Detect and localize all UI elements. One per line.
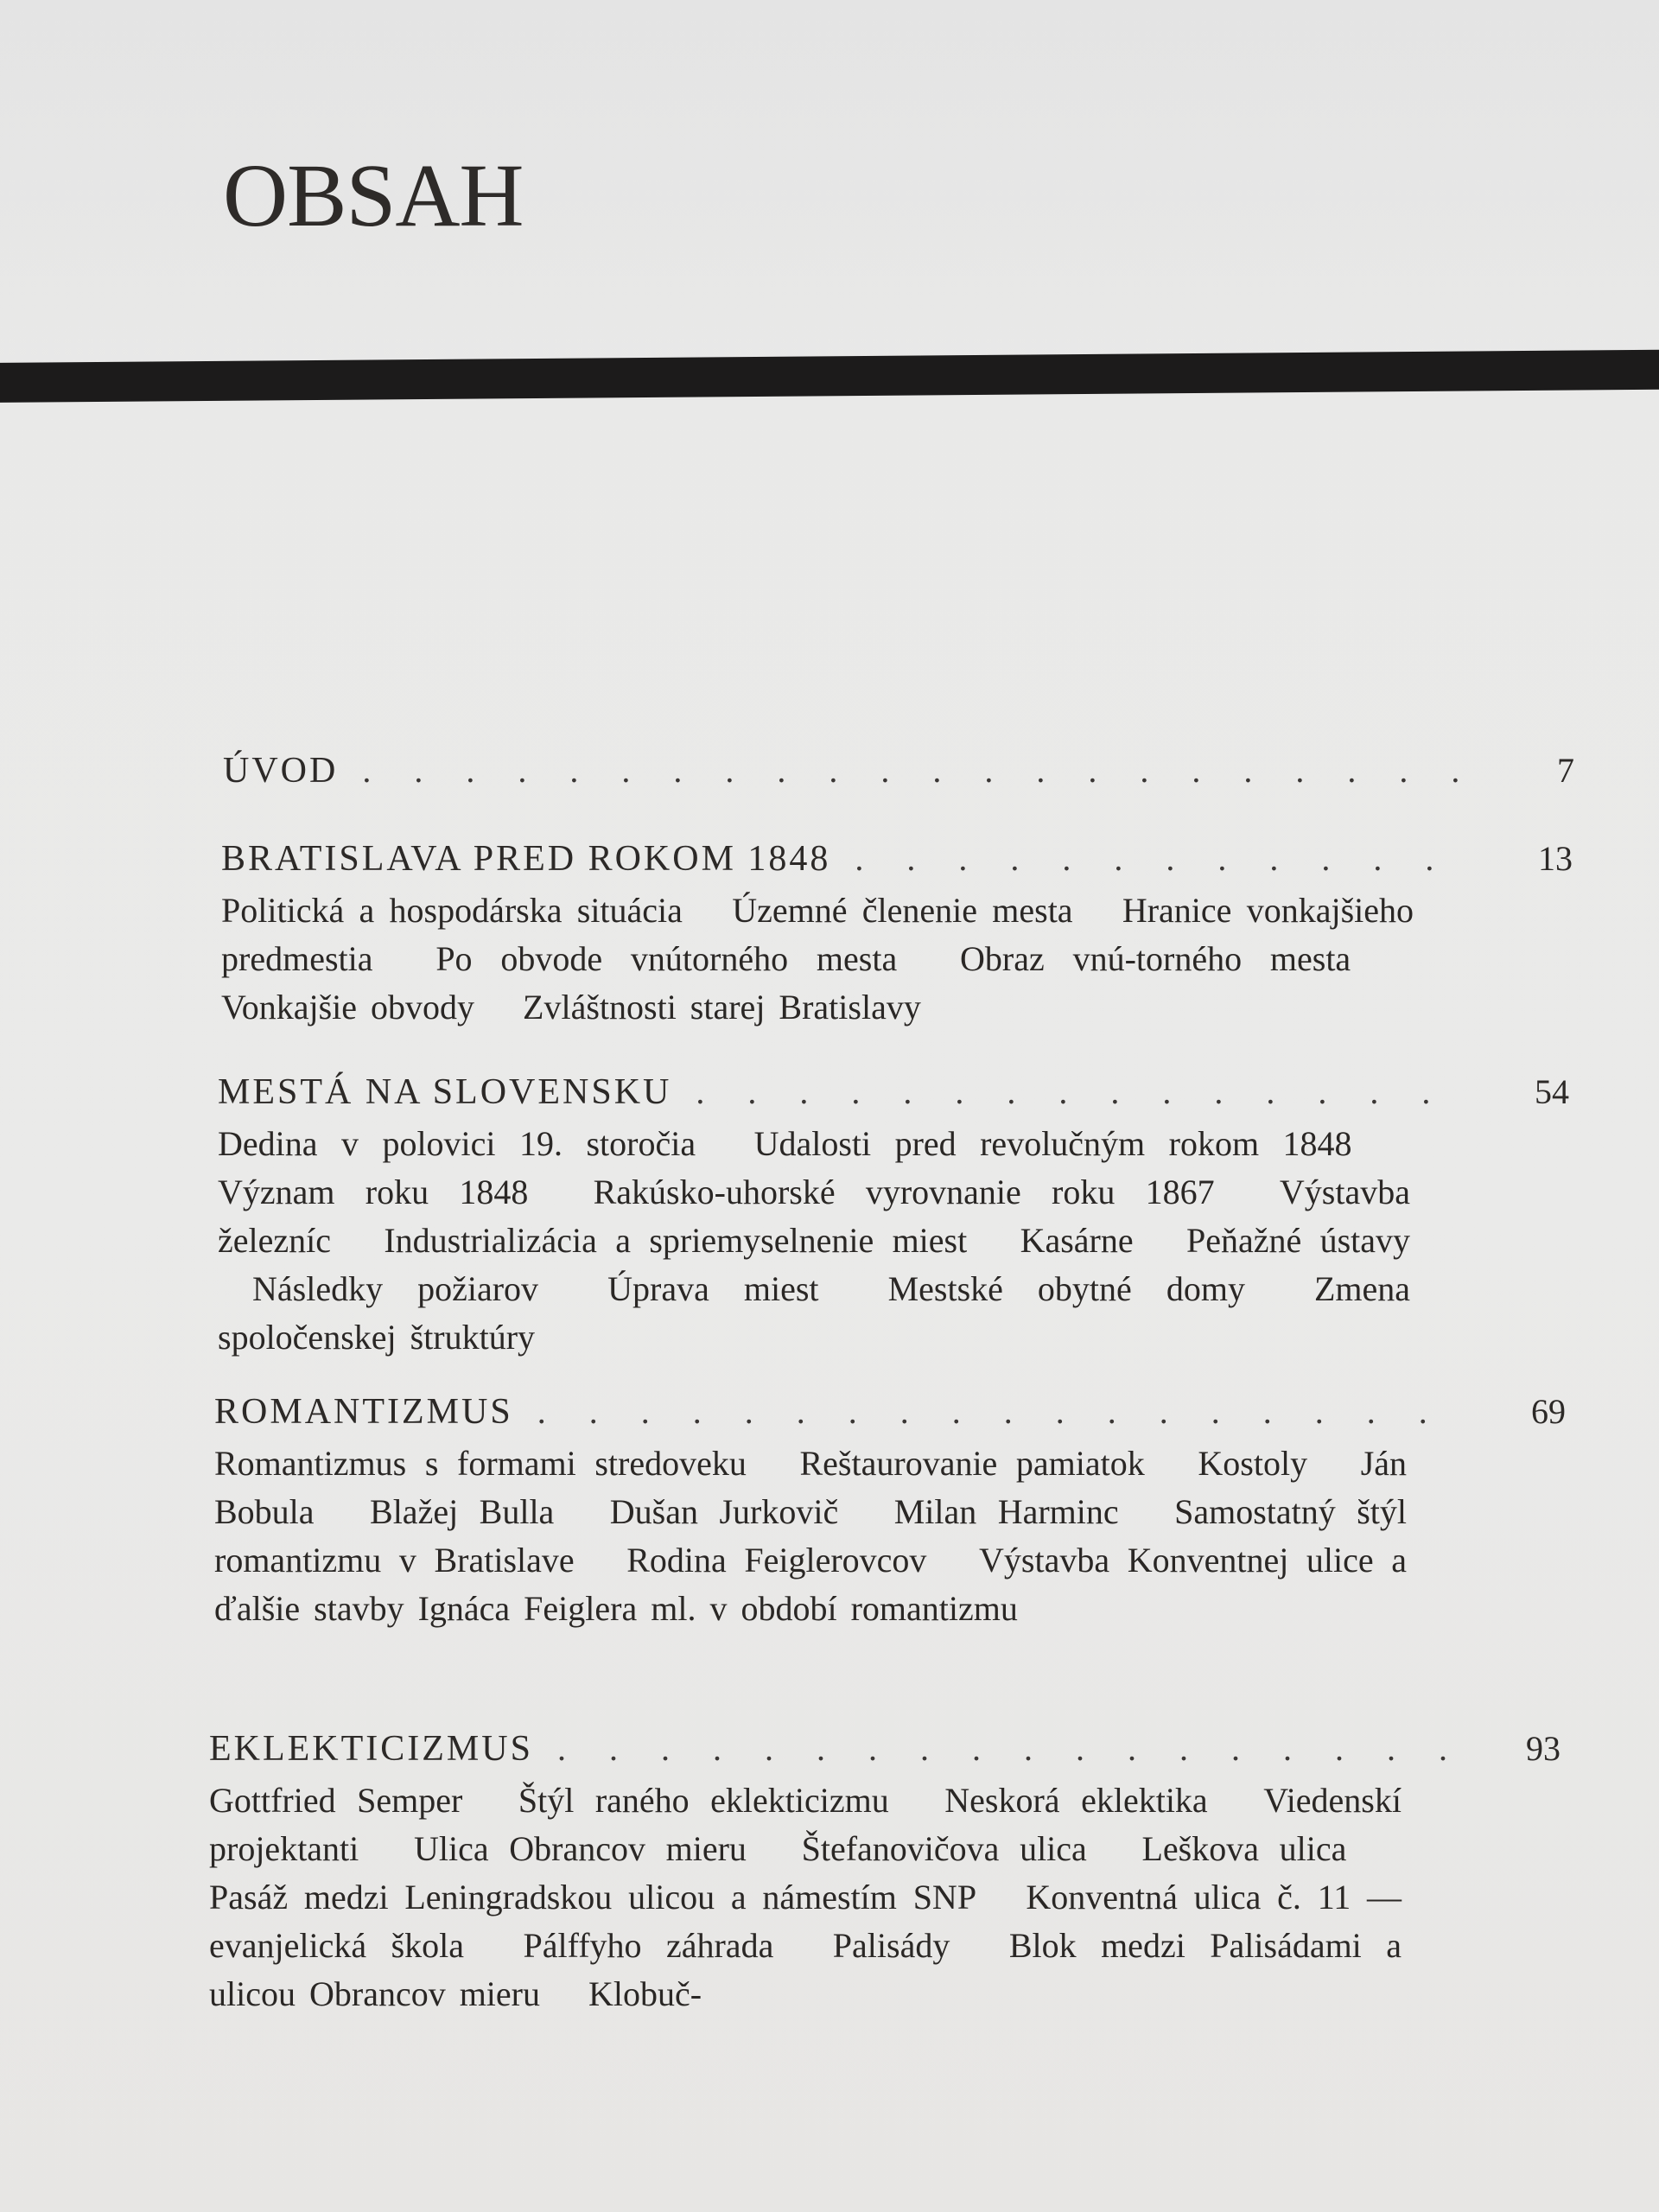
topic-item: Kostoly bbox=[1198, 1444, 1308, 1483]
toc-chapter-romantizmus bbox=[214, 1391, 1566, 1633]
topic-item: Pálffyho záhrada bbox=[523, 1926, 774, 1965]
topic-item: Industrializácia a spriemyselnenie miest bbox=[384, 1221, 968, 1260]
topic-item: Dušan Jurkovič bbox=[609, 1492, 839, 1531]
chapter-title: BRATISLAVA PRED ROKOM 1848 bbox=[221, 839, 831, 879]
toc-chapter-bratislava bbox=[221, 838, 1573, 1032]
topic-item: Blažej Bulla bbox=[370, 1492, 555, 1531]
topic-item: Romantizmus s formami stredoveku bbox=[214, 1444, 747, 1483]
chapter-page-number: 13 bbox=[1538, 839, 1573, 878]
dot-leader bbox=[671, 1071, 1457, 1112]
topic-item: Rodina Feiglerovcov bbox=[626, 1541, 927, 1580]
chapter-title: ÚVOD bbox=[223, 751, 339, 791]
chapter-page-number: 54 bbox=[1535, 1072, 1569, 1111]
topic-item: Blok medzi Palisádami a ulicou Obrancov mieru bbox=[209, 1926, 1402, 2013]
topic-item: Po obvode vnútorného mesta bbox=[435, 939, 898, 978]
topic-item: Význam roku 1848 bbox=[218, 1173, 529, 1211]
topic-item: Zmena spoločenskej štruktúry bbox=[218, 1269, 1411, 1357]
chapter-topics bbox=[221, 887, 1414, 1032]
chapter-page-number: 69 bbox=[1531, 1392, 1566, 1431]
topic-item: Výstavba Konventnej ulice a ďalšie stavby Ignáca Feiglera ml. v období romantizmu bbox=[214, 1541, 1407, 1628]
chapter-heading bbox=[218, 1071, 1569, 1120]
topic-item: Milan Harminc bbox=[893, 1492, 1119, 1531]
chapter-topics bbox=[214, 1440, 1407, 1633]
toc-chapter-mesta bbox=[218, 1071, 1569, 1362]
topic-item: Konventná ulica č. 11 — evanjelická škola bbox=[209, 1878, 1402, 1965]
chapter-page-number: 93 bbox=[1526, 1729, 1560, 1768]
topic-item: Zvláštnosti starej Bratislavy bbox=[523, 988, 921, 1027]
topic-item: Pasáž medzi Leningradskou ulicou a námestím SNP bbox=[209, 1878, 976, 1916]
topic-item: Leškova ulica bbox=[1141, 1829, 1347, 1868]
topic-item: Gottfried Semper bbox=[209, 1781, 463, 1820]
chapter-title: ROMANTIZMUS bbox=[214, 1392, 513, 1432]
topic-item: Dedina v polovici 19. storočia bbox=[218, 1124, 696, 1163]
topic-item: Územné členenie mesta bbox=[732, 891, 1073, 930]
chapter-heading bbox=[223, 750, 1574, 798]
topic-item: Úprava miest bbox=[607, 1269, 819, 1308]
topic-item: Ján Bobula bbox=[214, 1444, 1408, 1531]
topic-item: Udalosti pred revolučným rokom 1848 bbox=[753, 1124, 1352, 1163]
topic-item: Výstavba železníc bbox=[218, 1173, 1410, 1260]
chapter-page-number: 7 bbox=[1557, 751, 1574, 790]
dot-leader bbox=[533, 1728, 1448, 1769]
chapter-title: EKLEKTICIZMUS bbox=[209, 1729, 533, 1769]
dot-leader bbox=[513, 1391, 1453, 1432]
topic-item: Mestské obytné domy bbox=[887, 1269, 1245, 1308]
chapter-heading bbox=[214, 1391, 1566, 1440]
topic-item: Peňažné ústavy bbox=[1185, 1221, 1411, 1260]
topic-item: Vonkajšie obvody bbox=[221, 988, 475, 1027]
topic-item: Palisády bbox=[832, 1926, 950, 1965]
topic-item: Ulica Obrancov mieru bbox=[413, 1829, 747, 1868]
topic-item: Klobuč- bbox=[588, 1974, 702, 2013]
topic-item: Štefanovičova ulica bbox=[801, 1829, 1087, 1868]
dot-leader bbox=[338, 750, 1462, 791]
chapter-topics bbox=[218, 1120, 1410, 1362]
dot-leader bbox=[830, 838, 1460, 879]
topic-item: Obraz vnú-torného mesta bbox=[960, 939, 1351, 978]
chapter-title: MESTÁ NA SLOVENSKU bbox=[218, 1072, 672, 1112]
chapter-topics bbox=[209, 1777, 1402, 2018]
topic-item: Neskorá eklektika bbox=[944, 1781, 1208, 1820]
topic-item: Viedenskí projektanti bbox=[209, 1781, 1402, 1868]
topic-item: Reštaurovanie pamiatok bbox=[799, 1444, 1145, 1483]
chapter-heading bbox=[221, 838, 1573, 887]
page-title: OBSAH bbox=[223, 146, 524, 245]
topic-item: Hranice vonkajšieho predmestia bbox=[221, 891, 1414, 978]
chapter-heading bbox=[209, 1728, 1560, 1777]
topic-item: Rakúsko-uhorské vyrovnanie roku 1867 bbox=[593, 1173, 1215, 1211]
topic-item: Samostatný štýl romantizmu v Bratislave bbox=[214, 1492, 1408, 1580]
topic-item: Kasárne bbox=[1020, 1221, 1134, 1260]
topic-item: Politická a hospodárska situácia bbox=[221, 891, 683, 930]
toc-chapter-uvod bbox=[223, 750, 1574, 798]
toc-chapter-eklekticizmus bbox=[209, 1728, 1560, 2018]
topic-item: Následky požiarov bbox=[252, 1269, 539, 1308]
topic-item: Štýl raného eklekticizmu bbox=[518, 1781, 889, 1820]
